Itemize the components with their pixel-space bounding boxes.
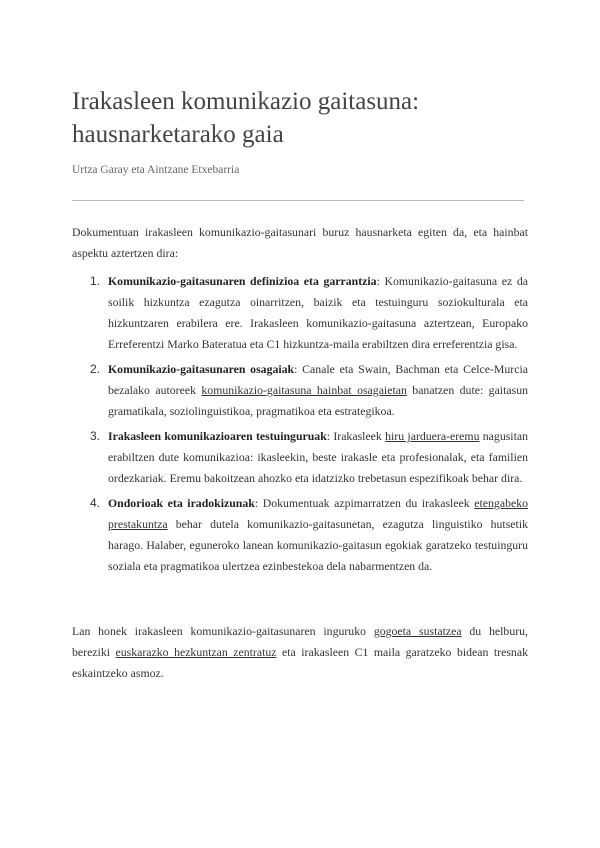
list-item-link[interactable]: etengabeko prestakuntza xyxy=(108,496,528,531)
list-item-number: 1. xyxy=(90,274,101,288)
list-item-link[interactable]: hiru jarduera-eremu xyxy=(385,429,480,443)
closing-text: du helburu, bereziki xyxy=(72,624,529,659)
list-item-label: Irakasleen komunikazioaren testuinguruak xyxy=(108,429,327,443)
list-item xyxy=(72,271,528,355)
closing-text: eta irakasleen C1 maila garatzeko bidean tresnak eskaintzeko asmoz. xyxy=(72,645,528,680)
list-item xyxy=(72,359,528,422)
title-divider xyxy=(72,200,524,201)
list-item-label: Komunikazio-gaitasunaren osagaiak xyxy=(108,362,295,376)
list-item-label: Ondorioak eta iradokizunak xyxy=(108,496,255,510)
closing-paragraph xyxy=(72,621,528,684)
list-item-label: Komunikazio-gaitasunaren definizioa eta garrantzia xyxy=(108,274,377,288)
intro-paragraph: Dokumentuan irakasleen komunikazio-gaitasunari buruz hausnarketa egiten da, eta hainbat aspektu aztertzen dira: xyxy=(72,225,528,260)
closing-link-basque-education[interactable]: euskarazko hezkuntzan zentratuz xyxy=(115,645,277,659)
list-item-number: 4. xyxy=(90,496,101,510)
document-authors: Urtza Garay eta Aintzane Etxebarria xyxy=(72,164,240,176)
list-item-text: : Dokumentuak azpimarratzen du irakasleek xyxy=(254,496,475,510)
closing-text: Lan honek irakasleen komunikazio-gaitasunaren inguruko xyxy=(72,624,374,638)
list-item-number: 2. xyxy=(90,362,101,376)
list-item-text-tail: nagusitan erabiltzen dute komunikazioa: ikasleekin, beste irakasle eta profesionalak, eta familien ordezkariak. Eremu bakoitzean ahozko eta idatzizko trebetasun espezifikoak behar dira. xyxy=(108,429,528,485)
list-item-text: : Komunikazio-gaitasuna ez da soilik hizkuntza ezagutza oinarritzen, baizik eta testuinguru soziokulturala eta hizkuntzaren erabilera ere. Irakasleen komunikazio-gaitasuna aztertzean, Europako Erreferentzi Marko Bateratua eta C1 hizkuntza-maila erabiltzen dira erreferentzia gisa. xyxy=(108,274,528,351)
aspects-list xyxy=(72,271,528,581)
list-item-text: : Canale eta Swain, Bachman eta Celce-Murcia bezalako autoreek xyxy=(108,362,528,397)
closing-link-reflection[interactable]: gogoeta sustatzea xyxy=(373,624,462,638)
list-item-number: 3. xyxy=(90,429,101,443)
list-item-text-tail: banatzen dute: gaitasun gramatikala, soziolinguistikoa, pragmatikoa eta estrategikoa. xyxy=(108,383,528,418)
list-item xyxy=(72,426,528,489)
list-item-text: : Irakasleek xyxy=(326,429,386,443)
list-item-text-tail: behar dutela komunikazio-gaitasunetan, ezagutza linguistiko hutsetik harago. Halaber, eguneroko lanean komunikazio-gaitasun egokiak garatzeko testuinguru soziala eta pragmatikoa ulertzea ezinbestekoa dela nabarmentzen da. xyxy=(108,517,528,573)
document-title: Irakasleen komunikazio gaitasuna: hausnarketarako gaia xyxy=(72,88,420,148)
list-item-link[interactable]: komunikazio-gaitasuna hainbat osagaietan xyxy=(201,383,407,397)
list-item xyxy=(72,493,528,577)
